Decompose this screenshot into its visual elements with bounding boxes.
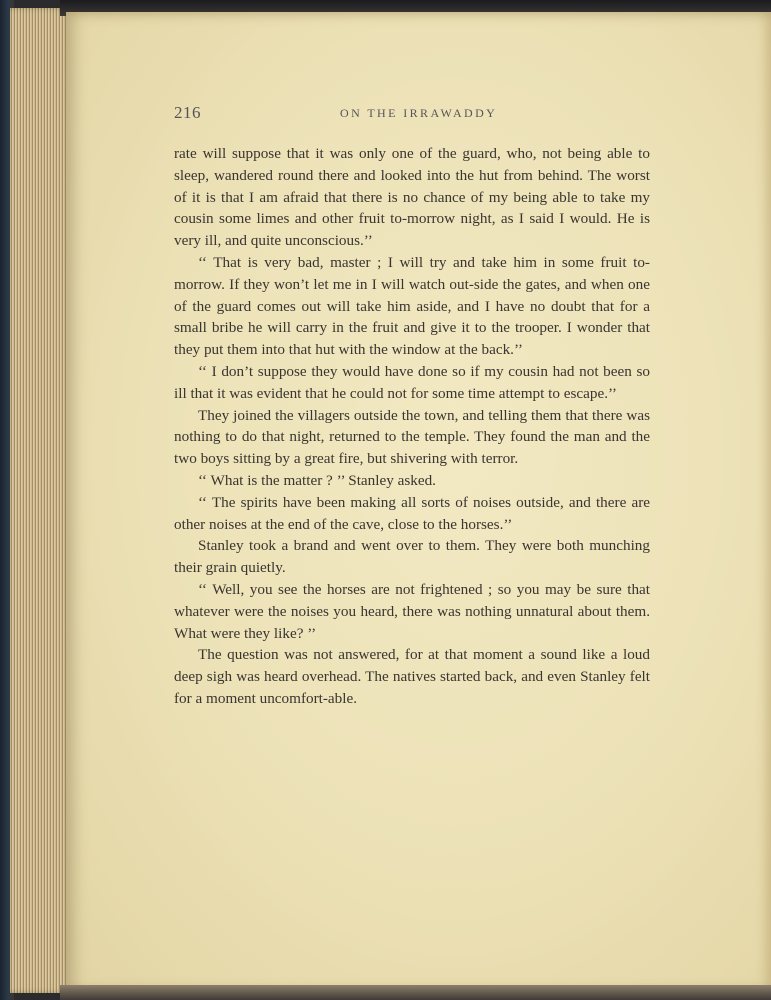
paragraph: ‘‘ That is very bad, master ; I will try and take him in some fruit to-morrow. If they won’t let me in I will watch out-side the gates, and when one of the guard comes out will take him aside, and I have no doubt that for a small bribe he will carry in the fruit and give it to the trooper. I wonder that they put them into that hut with the window at the back.’’ (174, 253, 650, 359)
bottom-binding-strip (60, 985, 771, 1000)
paragraph: ‘‘ The spirits have been making all sorts of noises outside, and there are other noises at the end of the cave, close to the horses.’’ (174, 493, 650, 533)
page-edges (10, 8, 72, 993)
page-number: 216 (174, 103, 201, 122)
paragraph: The question was not answered, for at that moment a sound like a loud deep sigh was heard overhead. The natives started back, and even Stanley felt for a moment uncomfort-able. (174, 646, 650, 707)
paragraph: rate will suppose that it was only one of the guard, who, not being able to sleep, wandered round there and looked into the hut from behind. The worst of it is that I am afraid that there is no chance of my being able to take my cousin some limes and other fruit to-morrow night, as I said I would. He is very ill, and quite unconscious.’’ (174, 145, 650, 250)
paragraph: ‘‘ What is the matter ? ’’ Stanley asked. (198, 471, 436, 489)
paragraph: ‘‘ Well, you see the horses are not frightened ; so you may be sure that whatever were the noises you heard, there was nothing unnatural about them. What were they like? ’’ (174, 580, 650, 642)
paragraph: ‘‘ I don’t suppose they would have done so if my cousin had not been so ill that it was evident that he could not for some time attempt to escape.’’ (174, 362, 650, 402)
running-head-title: ON THE IRRAWADDY (340, 106, 498, 120)
paragraph: Stanley took a brand and went over to them. They were both munching their grain quietly. (174, 537, 650, 577)
paragraph: They joined the villagers outside the town, and telling them that there was nothing to do that night, returned to the temple. They found the man and the two boys sitting by a great fire, but shivering with terror. (174, 406, 650, 468)
running-head (174, 103, 654, 123)
body-text (174, 143, 650, 710)
